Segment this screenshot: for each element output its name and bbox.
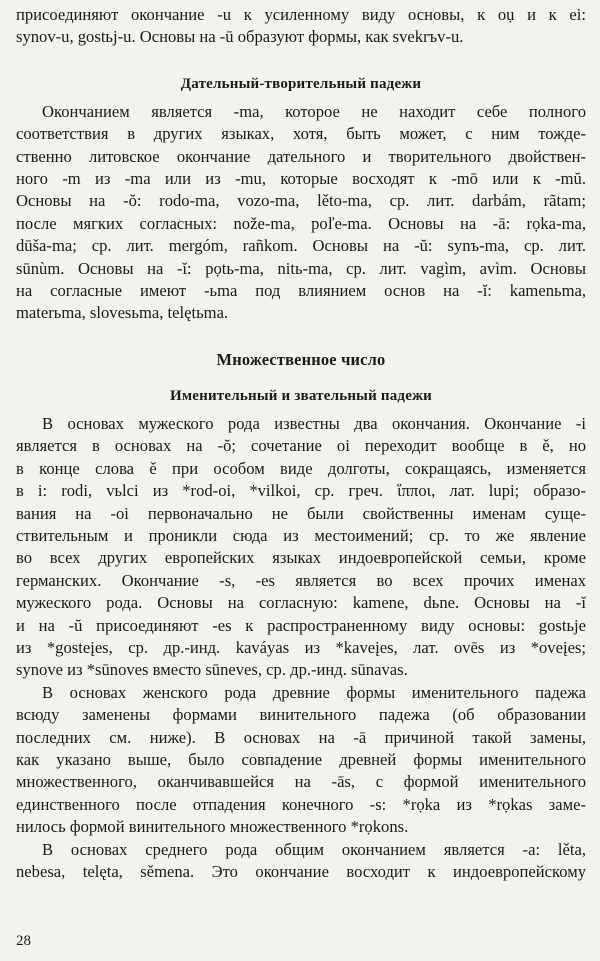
text-line: германских. Окончание -s, -es является во всех прочих именах <box>16 570 586 590</box>
text-line: на согласные имеют -ьma под влиянием основ на -ĭ: kamenьma, <box>16 281 586 301</box>
text-line: нилось формой винительного множественного *rọkons. <box>16 817 409 837</box>
paragraph <box>16 101 586 325</box>
text-line: единственного после отпадения конечного -s: *rọka из *rọkas заме- <box>16 794 586 814</box>
text-line: вания на -oi первоначально не были свойственны именам суще- <box>16 503 586 523</box>
text-line: после мягких согласных: nože-ma, poľe-ma. Основы на -ā: rọka-ma, <box>16 213 586 233</box>
text-line: из *gosteįes, ср. др.-инд. kaváyas из *kaveįes, лат. ovēs из *oveįes; <box>16 637 586 657</box>
text-line: всюду заменены формами винительного падежа (об образовании <box>16 705 586 725</box>
text-line: В основах мужеского рода известны два окончания. Окончание -i <box>42 413 586 433</box>
text-line: Основы на -ŏ: rodo-ma, vozo-ma, lěto-ma, ср. лит. darbám, rãtam; <box>16 191 586 211</box>
text-line: Окончанием является -ma, которое не находит себе полного <box>42 101 586 121</box>
text-line: последних см. ниже). В основах на -ā причиной такой замены, <box>16 727 586 747</box>
text-line: присоединяют окончание -u к усиленному виду основы, к оụ и к ei: <box>16 5 586 24</box>
text-line: dūša-ma; ср. лит. mergóm, rañkom. Основы на -ŭ: synъ-ma, ср. лит. <box>16 236 586 256</box>
text-line: в i: rodi, vьlci из *rod-oi, *vilkoi, ср. греч. ἵπποι, лат. lupi; образо- <box>16 481 586 501</box>
section-heading-dative-instrumental: Дательный-творительный падежи <box>180 75 422 92</box>
text-line: и на -ŭ присоединяют -es к распространенному виду основы: gostьje <box>16 615 586 635</box>
text-line: соответствия в других языках, хотя, быть может, с ним тожде- <box>16 124 586 144</box>
paragraph <box>16 682 586 839</box>
text-line: materьma, slovesьma, telętьma. <box>16 303 229 323</box>
page-number: 28 <box>16 933 31 949</box>
text-line: мужеского рода. Основы на согласную: kamene, dьne. Основы на -ĭ <box>16 593 586 613</box>
text-line: В основах среднего рода общим окончанием является -a: lěta, <box>42 839 586 859</box>
paragraph <box>16 839 586 884</box>
text-line: множественного, оканчивавшейся на -ās, с формой именительного <box>16 772 586 792</box>
section-heading-plural: Множественное число <box>216 349 386 369</box>
text-line: nebesa, telęta, sěmena. Это окончание восходит к индоевропейскому <box>16 862 586 881</box>
text-line: в конце слова ě при особом виде долготы, сокращаясь, изменяется <box>16 458 586 478</box>
text-line: ствительным и проникли сюда из местоимений; ср. то же явление <box>16 525 586 545</box>
text-line: как указано выше, было совпадение древней формы именительного <box>16 749 586 769</box>
intro-paragraph <box>16 4 586 49</box>
text-line: synove из *sūnoves вместо sūneves, ср. др.-инд. sūnavas. <box>16 660 408 680</box>
paragraph <box>16 413 586 682</box>
text-line: является в основах на -ŏ; сочетание oi переходит вообще в ě, но <box>16 436 586 456</box>
text-line: ственно литовское окончание дательного и творительного двойствен- <box>16 146 586 166</box>
text-line: во всех других европейских языках индоевропейской семьи, кроме <box>16 548 586 568</box>
subsection-heading-nominative-vocative: Именительный и звательный падежи <box>169 387 432 404</box>
text-line: ного -m из -ma или из -mu, которые восходят к -mō или к -mŭ. <box>16 169 586 189</box>
text-line: В основах женского рода древние формы именительного падежа <box>42 682 586 702</box>
text-line: sūnùm. Основы на -ĭ: pọtь-ma, nitь-ma, ср. лит. vagìm, avìm. Основы <box>16 258 586 278</box>
text-line: synov-u, gostьj-u. Основы на -ū образуют формы, как svekrъv-u. <box>16 27 464 47</box>
